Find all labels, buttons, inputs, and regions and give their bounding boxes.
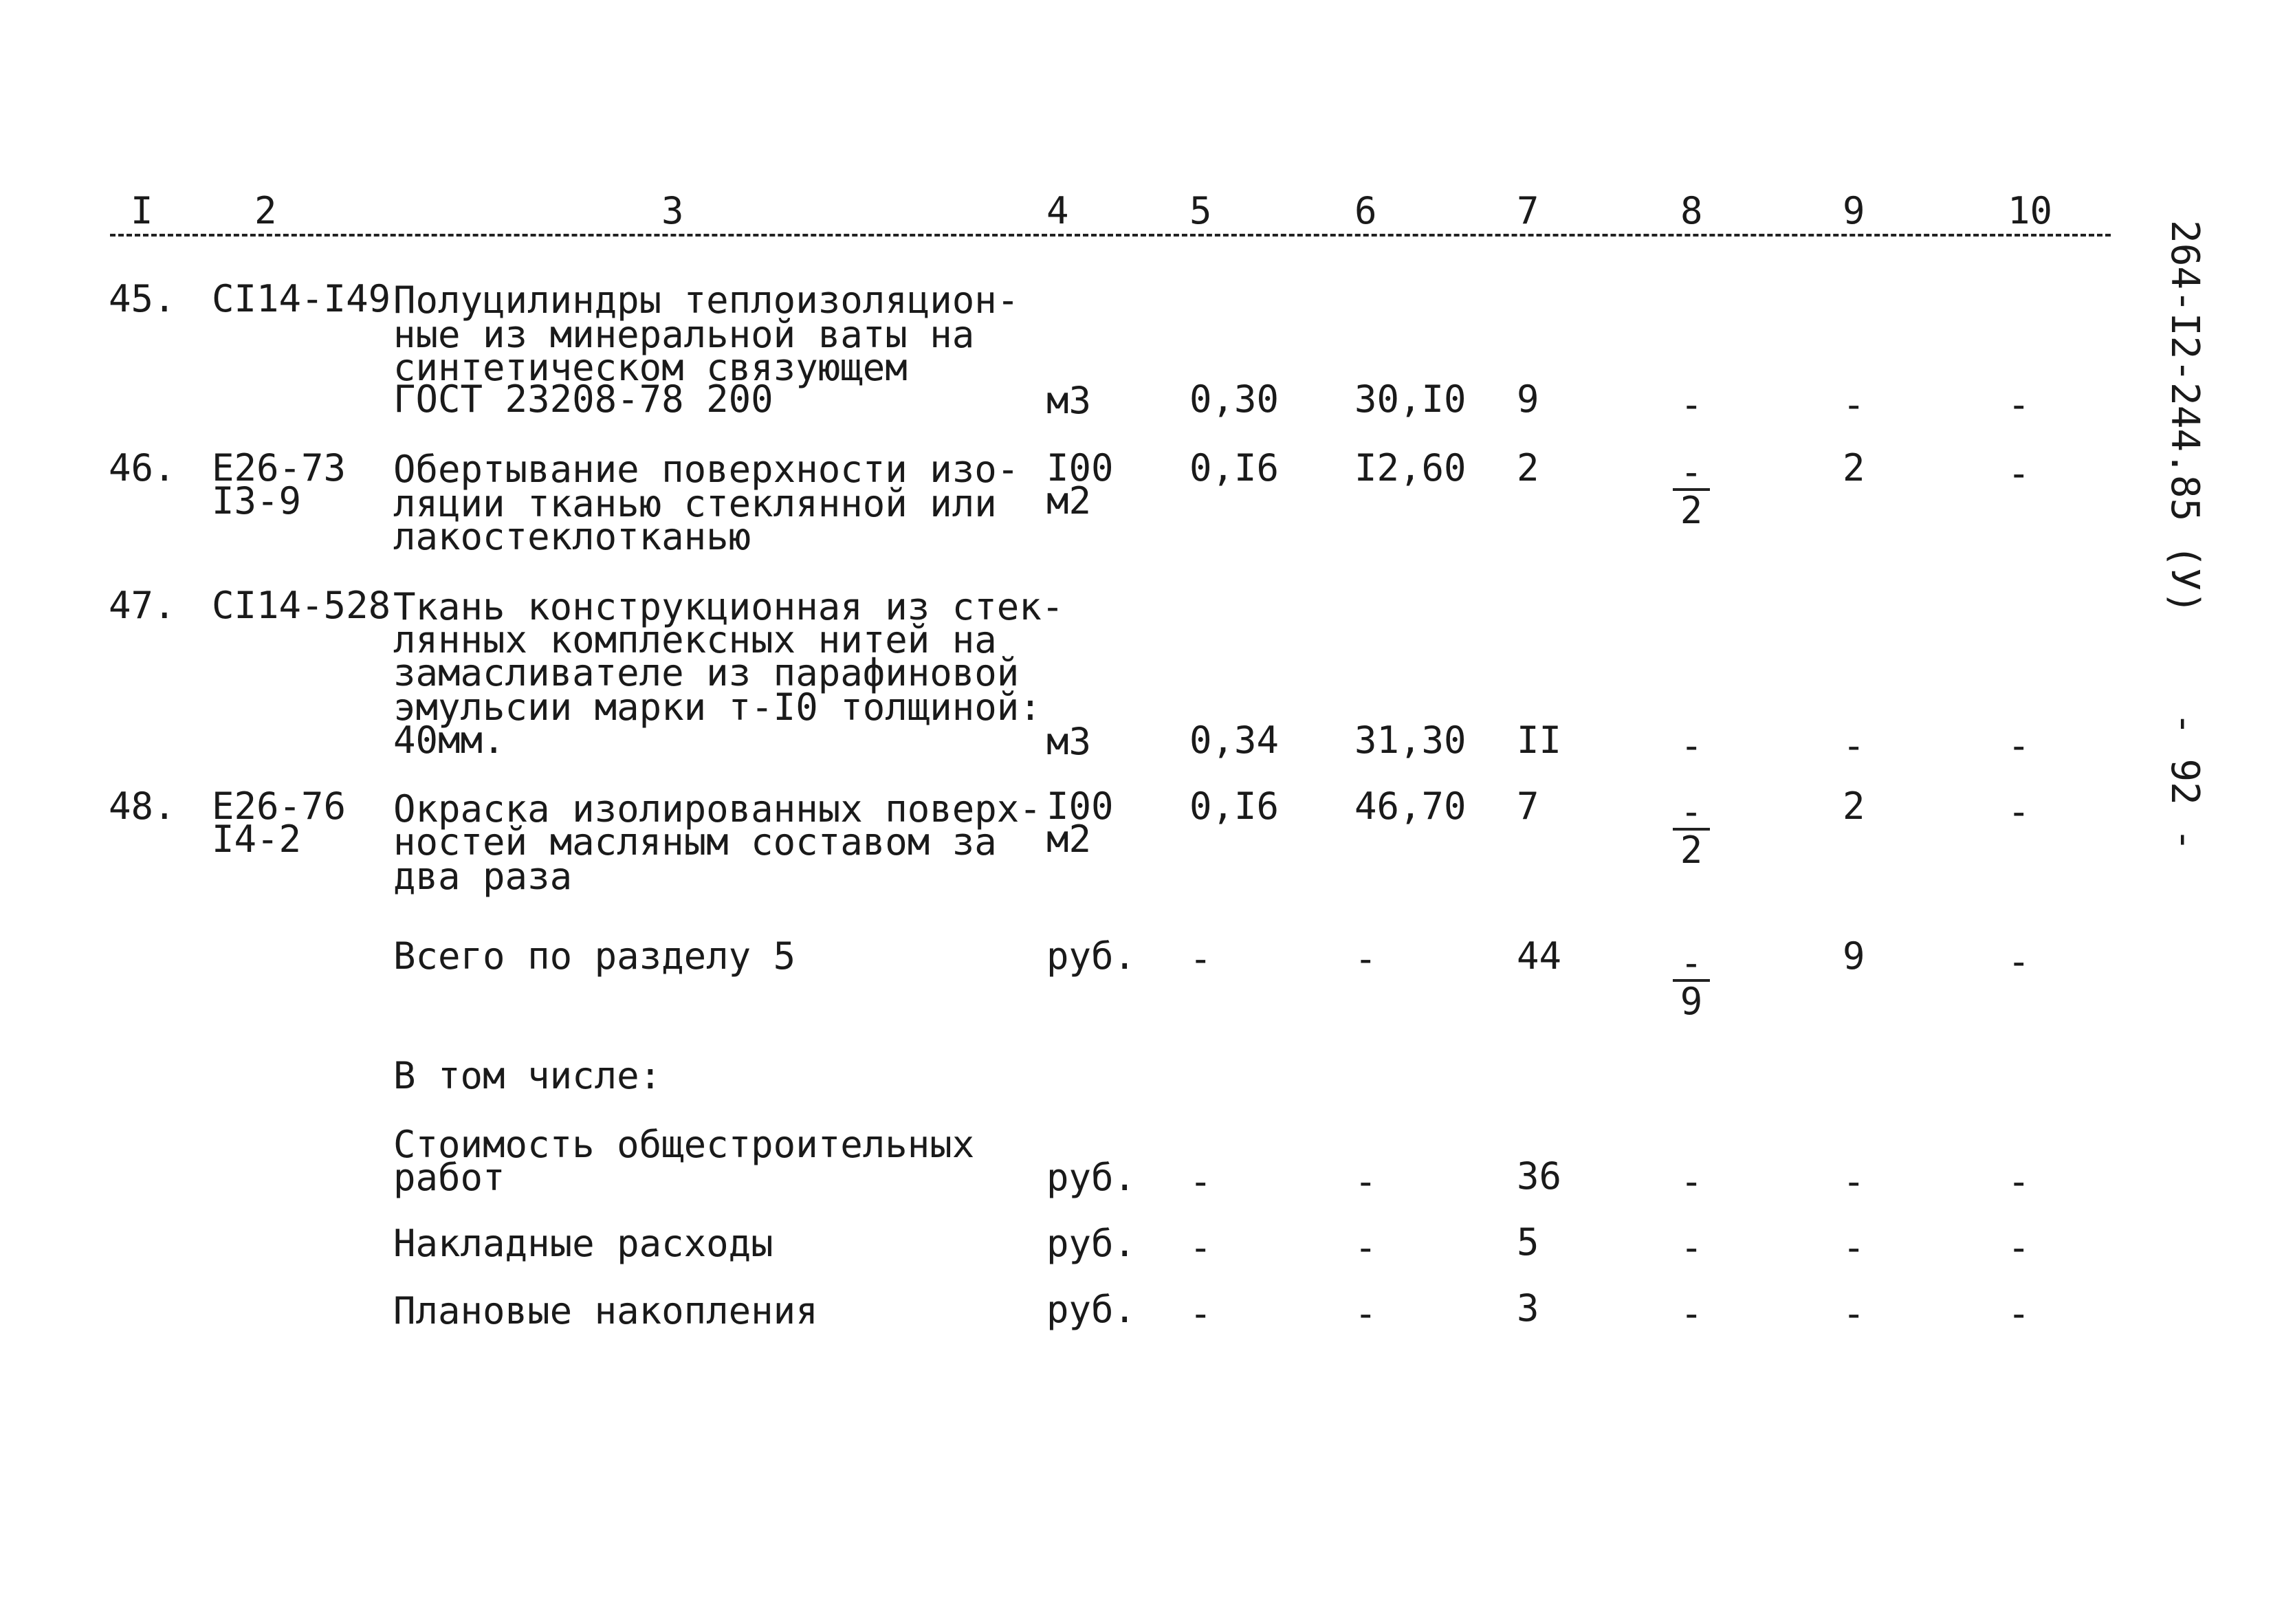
breakdown-col8: -: [1680, 1292, 1703, 1335]
row-col7: 2: [1517, 446, 1539, 490]
breakdown-col6: -: [1354, 1226, 1377, 1269]
breakdown-label: Накладные расходы: [393, 1222, 773, 1265]
breakdown-col9: -: [1843, 1292, 1865, 1335]
col-header-4: 4: [1046, 189, 1069, 232]
row-description: Ткань конструкционная из стек-: [393, 585, 1064, 628]
row-description: Обертывание поверхности изо-: [393, 448, 1020, 491]
total-label: Всего по разделу 5: [393, 934, 796, 978]
row-col9: 2: [1843, 784, 1865, 828]
row-description: ляции тканью стеклянной или: [393, 482, 997, 525]
col-header-2: 2: [254, 189, 277, 232]
row-col7: 9: [1517, 377, 1539, 421]
row-description: ные из минеральной ваты на: [393, 313, 975, 356]
row-col9: -: [1843, 724, 1865, 767]
row-unit: м2: [1046, 818, 1092, 861]
row-code: CI14-528: [212, 584, 391, 627]
row-description: синтетическом связующем: [393, 346, 908, 389]
fraction-numerator: -: [1680, 790, 1703, 833]
col-header-1: I: [131, 189, 153, 232]
document-code: 264-I2-244.85 (У): [2162, 220, 2207, 615]
row-number: 45.: [109, 277, 176, 320]
row-col10: -: [2008, 452, 2030, 495]
row-description: лакостеклотканью: [393, 515, 751, 558]
breakdown-label: работ: [393, 1156, 505, 1199]
fraction-denominator: 9: [1680, 980, 1703, 1023]
breakdown-col10: -: [2008, 1160, 2030, 1203]
row-unit: I00: [1046, 446, 1114, 490]
row-code: E26-73: [212, 446, 347, 490]
fraction-denominator: 2: [1680, 489, 1703, 532]
row-col6: 46,70: [1354, 784, 1467, 828]
breakdown-col7: 3: [1517, 1286, 1539, 1330]
row-description: 40мм.: [393, 718, 505, 762]
col-header-9: 9: [1843, 189, 1865, 232]
breakdown-unit: руб.: [1046, 1222, 1136, 1265]
total-col8-fraction: [1671, 941, 1712, 1023]
breakdown-col8: -: [1680, 1226, 1703, 1269]
page-number: - 92 -: [2162, 712, 2207, 852]
row-col9: -: [1843, 383, 1865, 426]
row-col6: I2,60: [1354, 446, 1467, 490]
col-header-5: 5: [1189, 189, 1212, 232]
row-col5: 0,30: [1189, 377, 1280, 421]
breakdown-col6: -: [1354, 1160, 1377, 1203]
row-col10: -: [2008, 383, 2030, 426]
total-col6: -: [1354, 937, 1377, 980]
row-col8: -: [1680, 383, 1703, 426]
row-description: ГОСТ 23208-78 200: [393, 377, 773, 421]
total-unit: руб.: [1046, 934, 1136, 978]
row-description: эмульсии марки т-I0 толщиной:: [393, 685, 1042, 729]
row-unit: м3: [1046, 379, 1092, 422]
breakdown-col7: 36: [1517, 1154, 1562, 1198]
row-col6: 31,30: [1354, 718, 1467, 762]
total-col10: -: [2008, 940, 2030, 983]
row-number: 48.: [109, 784, 176, 828]
breakdown-label: Плановые накопления: [393, 1289, 818, 1332]
row-col8-fraction: [1671, 450, 1712, 532]
row-number: 46.: [109, 446, 176, 490]
row-col8: -: [1680, 724, 1703, 767]
total-col7: 44: [1517, 934, 1562, 978]
row-col8-fraction: [1671, 790, 1712, 872]
row-col6: 30,I0: [1354, 377, 1467, 421]
row-description: замасливателе из парафиновой: [393, 651, 1020, 694]
breakdown-col10: -: [2008, 1226, 2030, 1269]
breakdown-col5: -: [1189, 1160, 1212, 1203]
row-description: ностей масляным составом за: [393, 820, 997, 864]
breakdown-unit: руб.: [1046, 1288, 1136, 1331]
row-code: I4-2: [212, 818, 302, 861]
col-header-6: 6: [1354, 189, 1377, 232]
col-header-3: 3: [661, 189, 684, 232]
breakdown-col9: -: [1843, 1160, 1865, 1203]
breakdown-col7: 5: [1517, 1220, 1539, 1264]
total-col5: -: [1189, 937, 1212, 980]
row-code: CI14-I49: [212, 277, 391, 320]
total-col9: 9: [1843, 934, 1865, 978]
row-unit: м2: [1046, 479, 1092, 523]
breakdown-col5: -: [1189, 1226, 1212, 1269]
row-description: два раза: [393, 855, 573, 898]
row-unit: м3: [1046, 720, 1092, 763]
fraction-numerator: -: [1680, 450, 1703, 494]
breakdown-col6: -: [1354, 1292, 1377, 1335]
col-header-8: 8: [1680, 189, 1703, 232]
row-number: 47.: [109, 584, 176, 627]
row-description: Полуцилиндры теплоизоляцион-: [393, 278, 1020, 322]
row-col5: 0,34: [1189, 718, 1280, 762]
breakdown-label: Стоимость общестроительных: [393, 1123, 975, 1166]
col-header-7: 7: [1517, 189, 1539, 232]
row-col10: -: [2008, 724, 2030, 767]
header-rule: [110, 234, 2111, 237]
row-description: лянных комплексных нитей на: [393, 618, 997, 661]
row-description: Окраска изолированных поверх-: [393, 787, 1042, 831]
row-code: E26-76: [212, 784, 347, 828]
col-header-10: 10: [2008, 189, 2053, 232]
breakdown-col8: -: [1680, 1160, 1703, 1203]
breakdown-col5: -: [1189, 1292, 1212, 1335]
row-unit: I00: [1046, 784, 1114, 828]
row-col5: 0,I6: [1189, 784, 1280, 828]
row-col5: 0,I6: [1189, 446, 1280, 490]
row-code: I3-9: [212, 479, 302, 523]
breakdown-col10: -: [2008, 1292, 2030, 1335]
breakdown-unit: руб.: [1046, 1156, 1136, 1199]
fraction-numerator: -: [1680, 941, 1703, 985]
breakdown-col9: -: [1843, 1226, 1865, 1269]
including-label: В том числе:: [393, 1054, 662, 1097]
row-col7: 7: [1517, 784, 1539, 828]
row-col9: 2: [1843, 446, 1865, 490]
fraction-denominator: 2: [1680, 829, 1703, 872]
row-col7: II: [1517, 718, 1562, 762]
row-col10: -: [2008, 790, 2030, 833]
